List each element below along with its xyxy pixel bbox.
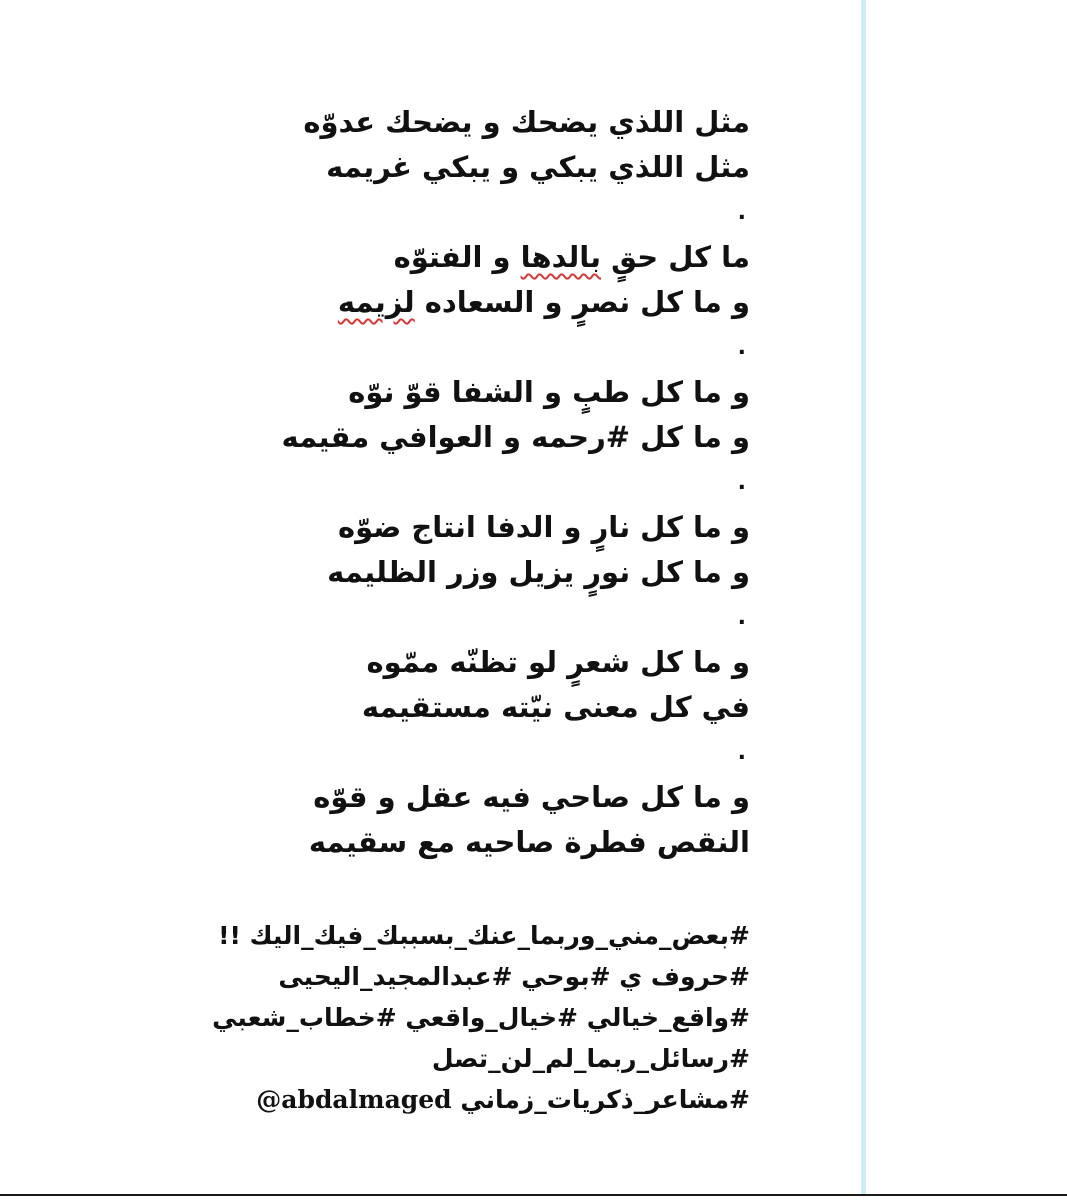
poem-line: و ما كل نورٍ يزيل وزر الظليمه xyxy=(327,555,750,589)
spellcheck-marked-word[interactable]: بالدها xyxy=(520,240,602,274)
poem-line: و ما كل نارٍ و الدفا انتاج ضوّه xyxy=(337,510,750,544)
poem-line: النقص فطرة صاحيه مع سقيمه xyxy=(308,825,750,859)
author-handle: @abdalmaged xyxy=(256,1085,452,1114)
spellcheck-marked-word[interactable]: لزيمه xyxy=(337,285,415,319)
stanza-separator: . xyxy=(737,740,746,765)
poem-line: و ما كل #رحمه و العوافي مقيمه xyxy=(281,420,750,454)
hashtag-line: #واقع_خيالي #خيال_واقعي #خطاب_شعبي xyxy=(212,1003,750,1032)
hashtag-line: #بعض_مني_وربما_عنك_بسببك_فيك_اليك !! xyxy=(218,921,750,950)
hashtag-line: #رسائل_ربما_لم_لن_تصل xyxy=(431,1044,750,1073)
poem-line: و ما كل شعرٍ لو تظنّه ممّوه xyxy=(366,645,750,679)
hashtag-line xyxy=(150,1079,750,1120)
stanza-separator: . xyxy=(737,605,746,630)
poem-line: مثل اللذي يبكي و يبكي غريمه xyxy=(326,150,750,184)
stanza-separator: . xyxy=(737,335,746,360)
page-bottom-border xyxy=(0,1194,1067,1196)
stanza-separator: . xyxy=(737,200,746,225)
poem-line xyxy=(150,280,750,325)
stanza-separator: . xyxy=(737,470,746,495)
poem-line: في كل معنى نيّته مستقيمه xyxy=(361,690,750,724)
hashtag-line: #حروف ي #بوحي #عبدالمجيد_اليحيى xyxy=(278,962,750,991)
poem-line xyxy=(150,235,750,280)
line-text: و ما كل نصرٍ و السعاده xyxy=(414,285,750,319)
poem-line: و ما كل طبٍ و الشفا قوّ نوّه xyxy=(348,375,750,409)
hashtags-block xyxy=(150,915,750,1120)
line-text: و الفتوّه xyxy=(393,240,521,274)
page-margin-line xyxy=(861,0,866,1194)
poem xyxy=(150,100,750,865)
line-text: ما كل حقٍ xyxy=(601,240,750,274)
hashtag-text: #مشاعر_ذكريات_زماني xyxy=(460,1085,750,1114)
poem-line: مثل اللذي يضحك و يضحك عدوّه xyxy=(303,105,750,139)
poem-line: و ما كل صاحي فيه عقل و قوّه xyxy=(313,780,750,814)
